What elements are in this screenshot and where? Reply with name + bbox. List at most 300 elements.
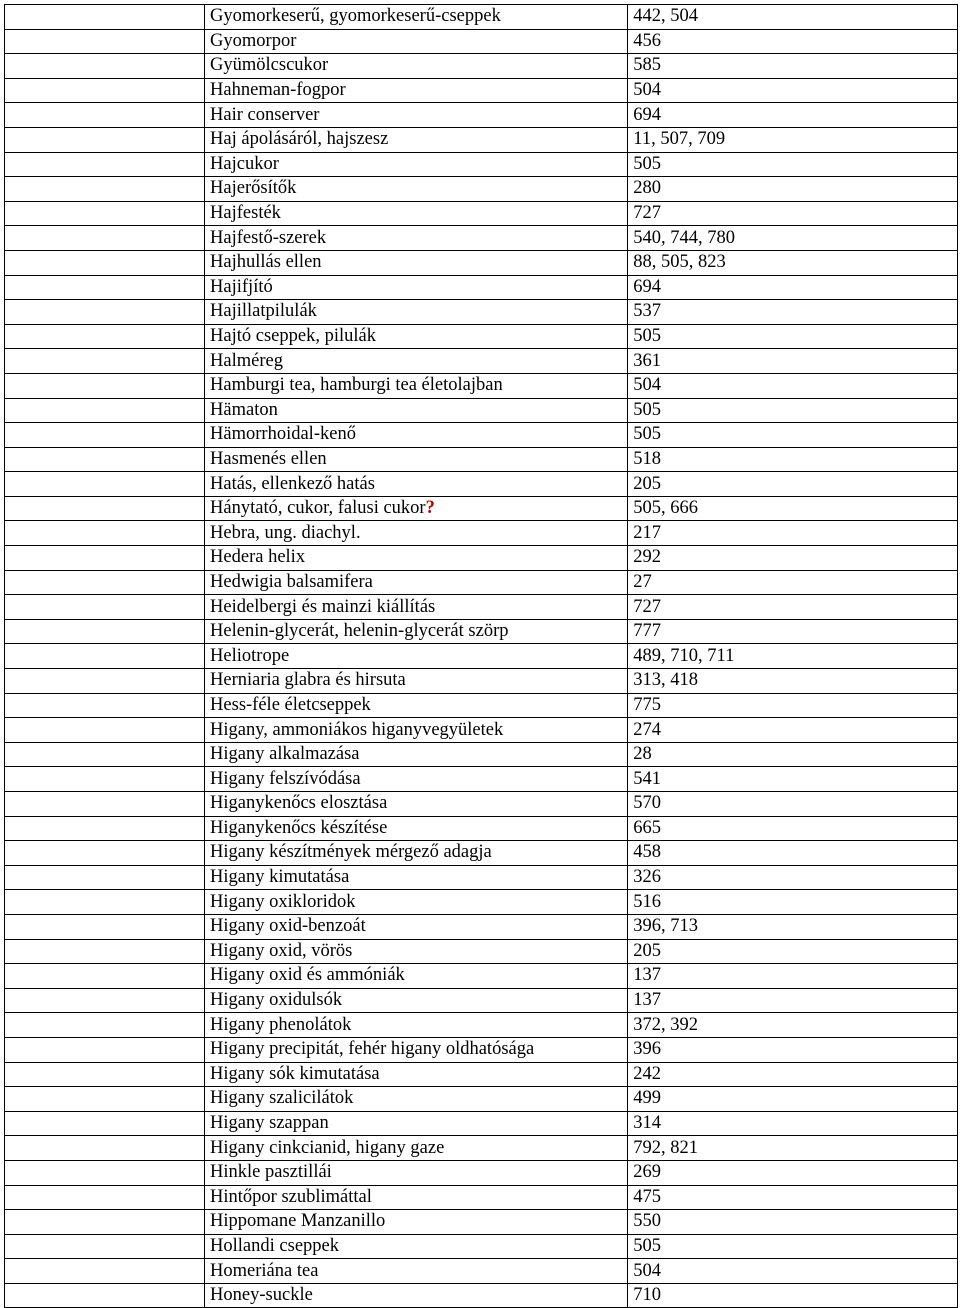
index-term-cell	[205, 103, 628, 128]
index-term: Homeriána tea	[210, 1260, 319, 1281]
index-term: Hajfestő-szerek	[210, 227, 327, 248]
index-pages-cell	[628, 250, 958, 275]
index-pages: 28	[633, 744, 652, 765]
index-blank-cell	[5, 226, 205, 251]
index-term-cell	[205, 841, 628, 866]
index-term: Hippomane Manzanillo	[210, 1211, 386, 1232]
index-term-cell	[205, 226, 628, 251]
index-blank-cell	[5, 742, 205, 767]
index-row	[5, 324, 958, 349]
index-row	[5, 841, 958, 866]
index-pages-cell	[628, 152, 958, 177]
index-pages: 499	[633, 1088, 662, 1109]
index-blank-cell	[5, 300, 205, 325]
index-pages-cell	[628, 423, 958, 448]
index-blank-cell	[5, 1037, 205, 1062]
index-pages-cell	[628, 1283, 958, 1308]
index-blank-cell	[5, 496, 205, 521]
index-pages: 314	[633, 1113, 662, 1134]
index-blank-cell	[5, 1185, 205, 1210]
index-term: Higany oxidulsók	[210, 990, 343, 1011]
index-pages-cell	[628, 54, 958, 79]
index-blank-cell	[5, 373, 205, 398]
index-term: Higany oxid-benzoát	[210, 916, 366, 937]
index-term: Hollandi cseppek	[210, 1235, 339, 1256]
index-pages: 274	[633, 719, 662, 740]
index-row	[5, 767, 958, 792]
index-row	[5, 546, 958, 571]
index-term: Heliotrope	[210, 645, 290, 666]
index-pages: 710	[633, 1285, 662, 1306]
index-term: Higany felszívódása	[210, 768, 361, 789]
index-row	[5, 1013, 958, 1038]
index-term: Haj ápolásáról, hajszesz	[210, 129, 389, 150]
index-blank-cell	[5, 472, 205, 497]
index-row	[5, 226, 958, 251]
index-blank-cell	[5, 423, 205, 448]
index-term: Hajfesték	[210, 203, 281, 224]
index-row	[5, 103, 958, 128]
index-pages: 585	[633, 55, 662, 76]
index-row	[5, 914, 958, 939]
index-term-cell	[205, 275, 628, 300]
index-term-cell	[205, 1013, 628, 1038]
index-pages: 11, 507, 709	[633, 129, 726, 150]
index-pages: 137	[633, 965, 662, 986]
index-blank-cell	[5, 5, 205, 30]
index-term-cell	[205, 816, 628, 841]
index-row	[5, 447, 958, 472]
index-row	[5, 1062, 958, 1087]
index-pages: 326	[633, 867, 662, 888]
index-term: Higany készítmények mérgező adagja	[210, 842, 492, 863]
index-blank-cell	[5, 447, 205, 472]
index-pages: 280	[633, 178, 662, 199]
index-term-cell	[205, 521, 628, 546]
index-term-cell	[205, 718, 628, 743]
index-pages-cell	[628, 619, 958, 644]
index-term: Higany sók kimutatása	[210, 1063, 380, 1084]
index-blank-cell	[5, 324, 205, 349]
index-term-cell	[205, 54, 628, 79]
index-pages: 442, 504	[633, 6, 699, 27]
index-pages-cell	[628, 127, 958, 152]
index-pages-cell	[628, 201, 958, 226]
index-pages-cell	[628, 447, 958, 472]
index-pages: 540, 744, 780	[633, 227, 736, 248]
index-term: Herniaria glabra és hirsuta	[210, 670, 406, 691]
index-pages: 505	[633, 153, 662, 174]
index-row	[5, 78, 958, 103]
index-pages-cell	[628, 398, 958, 423]
index-pages-cell	[628, 5, 958, 30]
index-row	[5, 1111, 958, 1136]
index-blank-cell	[5, 841, 205, 866]
index-term-cell	[205, 78, 628, 103]
index-pages: 456	[633, 30, 662, 51]
index-blank-cell	[5, 1062, 205, 1087]
index-term-cell	[205, 914, 628, 939]
index-pages: 775	[633, 694, 662, 715]
index-row	[5, 693, 958, 718]
index-row	[5, 570, 958, 595]
index-term: Hasmenés ellen	[210, 448, 327, 469]
index-pages-cell	[628, 521, 958, 546]
index-term: Higany kimutatása	[210, 867, 350, 888]
question-mark: ?	[425, 498, 435, 519]
index-pages: 541	[633, 768, 662, 789]
index-term: Honey-suckle	[210, 1285, 313, 1306]
index-pages: 396	[633, 1039, 662, 1060]
index-pages-cell	[628, 718, 958, 743]
index-term: Higany szalicilátok	[210, 1088, 354, 1109]
index-table-body	[5, 5, 958, 1308]
index-table	[4, 4, 958, 1308]
index-pages-cell	[628, 816, 958, 841]
index-term-cell	[205, 1160, 628, 1185]
index-row	[5, 1259, 958, 1284]
index-row	[5, 373, 958, 398]
index-row	[5, 29, 958, 54]
index-pages: 242	[633, 1063, 662, 1084]
index-term-cell	[205, 546, 628, 571]
index-term-cell	[205, 373, 628, 398]
index-blank-cell	[5, 1259, 205, 1284]
index-blank-cell	[5, 546, 205, 571]
index-pages: 475	[633, 1186, 662, 1207]
index-pages-cell	[628, 914, 958, 939]
index-term: Hajifjító	[210, 276, 273, 297]
index-row	[5, 619, 958, 644]
index-pages: 505, 666	[633, 498, 699, 519]
index-blank-cell	[5, 1283, 205, 1308]
index-pages-cell	[628, 1234, 958, 1259]
index-pages: 505	[633, 399, 662, 420]
index-row	[5, 1087, 958, 1112]
index-term-cell	[205, 865, 628, 890]
index-term-cell	[205, 250, 628, 275]
index-term: Hämorrhoidal-kenő	[210, 424, 356, 445]
index-blank-cell	[5, 521, 205, 546]
index-blank-cell	[5, 349, 205, 374]
index-pages-cell	[628, 890, 958, 915]
index-blank-cell	[5, 1136, 205, 1161]
index-term-cell	[205, 792, 628, 817]
index-term: Gyomorkeserű, gyomorkeserű-cseppek	[210, 6, 501, 27]
index-blank-cell	[5, 201, 205, 226]
index-pages: 27	[633, 571, 652, 592]
index-pages-cell	[628, 595, 958, 620]
index-pages: 205	[633, 940, 662, 961]
index-pages: 292	[633, 547, 662, 568]
index-term-cell	[205, 742, 628, 767]
index-term: Higany alkalmazása	[210, 744, 360, 765]
index-blank-cell	[5, 669, 205, 694]
index-row	[5, 595, 958, 620]
index-row	[5, 472, 958, 497]
index-term: Gyomorpor	[210, 30, 297, 51]
index-pages-cell	[628, 669, 958, 694]
index-term-cell	[205, 423, 628, 448]
index-pages-cell	[628, 1185, 958, 1210]
index-term: Higany precipitát, fehér higany oldhatósága	[210, 1039, 535, 1060]
index-term: Hajerősítők	[210, 178, 297, 199]
index-pages-cell	[628, 693, 958, 718]
index-term-cell	[205, 570, 628, 595]
index-pages: 505	[633, 424, 662, 445]
index-term-cell	[205, 349, 628, 374]
index-term-cell	[205, 619, 628, 644]
index-term-cell	[205, 1259, 628, 1284]
index-row	[5, 1037, 958, 1062]
index-row	[5, 275, 958, 300]
index-blank-cell	[5, 914, 205, 939]
index-pages-cell	[628, 226, 958, 251]
index-term: Higany oxikloridok	[210, 891, 356, 912]
index-term-cell	[205, 201, 628, 226]
index-blank-cell	[5, 103, 205, 128]
index-row	[5, 177, 958, 202]
index-row	[5, 1234, 958, 1259]
index-pages: 550	[633, 1211, 662, 1232]
index-blank-cell	[5, 693, 205, 718]
index-term-cell	[205, 300, 628, 325]
index-pages-cell	[628, 644, 958, 669]
index-pages-cell	[628, 324, 958, 349]
index-pages: 205	[633, 473, 662, 494]
index-term: Hair conserver	[210, 104, 320, 125]
index-term: Higany oxid és ammóniák	[210, 965, 405, 986]
index-pages: 570	[633, 793, 662, 814]
index-term-cell	[205, 1283, 628, 1308]
index-term-cell	[205, 1185, 628, 1210]
index-pages: 504	[633, 80, 662, 101]
index-row	[5, 349, 958, 374]
index-term: Gyümölcscukor	[210, 55, 329, 76]
index-pages: 777	[633, 621, 662, 642]
index-pages-cell	[628, 1087, 958, 1112]
index-blank-cell	[5, 767, 205, 792]
index-term-cell	[205, 890, 628, 915]
index-blank-cell	[5, 1013, 205, 1038]
index-pages: 694	[633, 276, 662, 297]
index-term-cell	[205, 127, 628, 152]
index-row	[5, 250, 958, 275]
index-row	[5, 644, 958, 669]
index-pages-cell	[628, 78, 958, 103]
index-row	[5, 1185, 958, 1210]
index-pages: 516	[633, 891, 662, 912]
index-blank-cell	[5, 890, 205, 915]
index-blank-cell	[5, 250, 205, 275]
index-pages-cell	[628, 1136, 958, 1161]
index-row	[5, 521, 958, 546]
index-pages-cell	[628, 472, 958, 497]
index-pages-cell	[628, 29, 958, 54]
index-pages: 505	[633, 326, 662, 347]
index-term: Hahneman-fogpor	[210, 80, 346, 101]
index-blank-cell	[5, 177, 205, 202]
index-row	[5, 300, 958, 325]
index-term-cell	[205, 472, 628, 497]
index-term: Halméreg	[210, 350, 283, 371]
index-blank-cell	[5, 54, 205, 79]
index-term-cell	[205, 964, 628, 989]
index-term: Hebra, ung. diachyl.	[210, 522, 361, 543]
index-term: Hintőpor szublimáttal	[210, 1186, 372, 1207]
index-term-cell	[205, 398, 628, 423]
index-pages: 792, 821	[633, 1137, 699, 1158]
index-row	[5, 398, 958, 423]
index-term: Higanykenőcs készítése	[210, 817, 388, 838]
index-term: Hatás, ellenkező hatás	[210, 473, 375, 494]
index-pages: 372, 392	[633, 1014, 699, 1035]
index-term: Hajillatpilulák	[210, 301, 317, 322]
index-pages-cell	[628, 1259, 958, 1284]
index-pages-cell	[628, 570, 958, 595]
index-term-cell	[205, 324, 628, 349]
index-pages: 504	[633, 375, 662, 396]
index-term-cell	[205, 1136, 628, 1161]
index-term: Heidelbergi és mainzi kiállítás	[210, 596, 436, 617]
index-pages-cell	[628, 177, 958, 202]
index-pages: 694	[633, 104, 662, 125]
index-row	[5, 127, 958, 152]
index-term: Hedwigia balsamifera	[210, 571, 373, 592]
index-row	[5, 988, 958, 1013]
index-row	[5, 201, 958, 226]
index-blank-cell	[5, 152, 205, 177]
index-pages-cell	[628, 767, 958, 792]
index-term-cell	[205, 5, 628, 30]
index-row	[5, 792, 958, 817]
index-blank-cell	[5, 1234, 205, 1259]
index-pages: 137	[633, 990, 662, 1011]
index-pages: 313, 418	[633, 670, 699, 691]
index-blank-cell	[5, 1160, 205, 1185]
index-term: Higany phenolátok	[210, 1014, 352, 1035]
index-row	[5, 54, 958, 79]
index-blank-cell	[5, 792, 205, 817]
index-pages: 88, 505, 823	[633, 252, 726, 273]
index-pages-cell	[628, 792, 958, 817]
index-term-cell	[205, 1087, 628, 1112]
index-pages-cell	[628, 841, 958, 866]
index-term-cell	[205, 693, 628, 718]
index-term-cell	[205, 1234, 628, 1259]
index-row	[5, 964, 958, 989]
index-term: Hess-féle életcseppek	[210, 694, 371, 715]
index-pages: 518	[633, 448, 662, 469]
index-pages: 727	[633, 203, 662, 224]
index-pages-cell	[628, 865, 958, 890]
index-term: Hajcukor	[210, 153, 279, 174]
index-term-cell	[205, 767, 628, 792]
index-term-cell	[205, 152, 628, 177]
index-pages-cell	[628, 1013, 958, 1038]
index-term-cell	[205, 1210, 628, 1235]
index-term-cell	[205, 29, 628, 54]
index-pages-cell	[628, 349, 958, 374]
index-row	[5, 152, 958, 177]
index-term-cell	[205, 496, 628, 521]
index-pages-cell	[628, 546, 958, 571]
index-term: Hamburgi tea, hamburgi tea életolajban	[210, 375, 503, 396]
index-term: Hedera helix	[210, 547, 306, 568]
index-pages-cell	[628, 964, 958, 989]
index-term-cell	[205, 669, 628, 694]
index-pages: 504	[633, 1260, 662, 1281]
index-term: Hinkle pasztillái	[210, 1162, 332, 1183]
index-pages: 458	[633, 842, 662, 863]
index-row	[5, 939, 958, 964]
index-blank-cell	[5, 939, 205, 964]
index-pages-cell	[628, 103, 958, 128]
index-pages-cell	[628, 300, 958, 325]
index-pages-cell	[628, 1037, 958, 1062]
index-term: Hánytató, cukor, falusi cukor	[210, 498, 426, 519]
index-pages-cell	[628, 988, 958, 1013]
index-blank-cell	[5, 964, 205, 989]
index-row	[5, 865, 958, 890]
index-pages-cell	[628, 1111, 958, 1136]
index-pages-cell	[628, 275, 958, 300]
index-row	[5, 1136, 958, 1161]
index-pages-cell	[628, 1210, 958, 1235]
index-blank-cell	[5, 619, 205, 644]
index-row	[5, 423, 958, 448]
index-blank-cell	[5, 29, 205, 54]
index-blank-cell	[5, 1111, 205, 1136]
index-pages-cell	[628, 1062, 958, 1087]
index-blank-cell	[5, 865, 205, 890]
index-pages-cell	[628, 939, 958, 964]
index-term: Hajhullás ellen	[210, 252, 322, 273]
index-blank-cell	[5, 816, 205, 841]
index-blank-cell	[5, 595, 205, 620]
index-pages: 727	[633, 596, 662, 617]
index-blank-cell	[5, 78, 205, 103]
index-term: Higany szappan	[210, 1113, 329, 1134]
index-term: Higany, ammoniákos higanyvegyületek	[210, 719, 504, 740]
index-blank-cell	[5, 644, 205, 669]
index-blank-cell	[5, 275, 205, 300]
index-blank-cell	[5, 988, 205, 1013]
index-term: Helenin-glycerát, helenin-glycerát szörp	[210, 621, 509, 642]
index-pages-cell	[628, 496, 958, 521]
index-pages: 665	[633, 817, 662, 838]
index-term-cell	[205, 1062, 628, 1087]
index-row	[5, 718, 958, 743]
index-term: Higany cinkcianid, higany gaze	[210, 1137, 445, 1158]
index-term-cell	[205, 644, 628, 669]
index-blank-cell	[5, 1087, 205, 1112]
index-pages: 396, 713	[633, 916, 699, 937]
index-term-cell	[205, 939, 628, 964]
index-pages: 537	[633, 301, 662, 322]
index-row	[5, 5, 958, 30]
index-term: Hajtó cseppek, pilulák	[210, 326, 376, 347]
index-term-cell	[205, 447, 628, 472]
index-term-cell	[205, 988, 628, 1013]
index-row	[5, 890, 958, 915]
index-row	[5, 669, 958, 694]
index-term-cell	[205, 177, 628, 202]
index-row	[5, 1283, 958, 1308]
index-term: Hämaton	[210, 399, 278, 420]
index-blank-cell	[5, 570, 205, 595]
index-pages: 269	[633, 1162, 662, 1183]
